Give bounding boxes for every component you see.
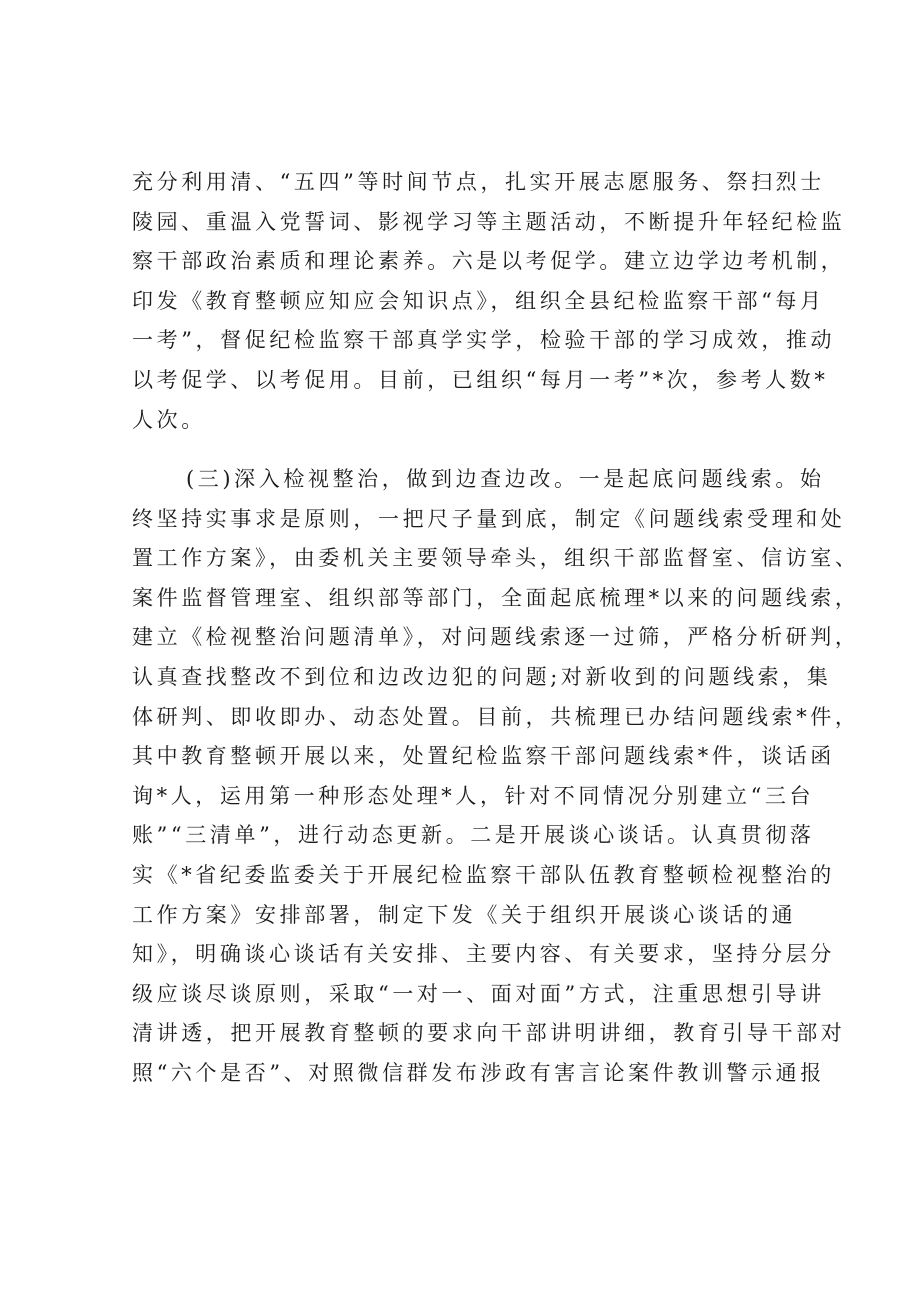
text-line: 级应谈尽谈原则，采取“一对一、面对面”方式，注重思想引导讲 [132, 981, 825, 1006]
text-line: 察干部政治素质和理论素养。六是以考促学。建立边学边考机制， [132, 249, 846, 274]
text-line: 询*人，运用第一种形态处理*人，针对不同情况分别建立“三台 [132, 783, 815, 808]
text-line: 账”“三清单”，进行动态更新。二是开展谈心谈话。认真贯彻落 [132, 823, 815, 848]
paragraph-continuation [132, 163, 846, 440]
text-line: 知》，明确谈心谈话有关安排、主要内容、有关要求，坚持分层分 [132, 942, 835, 967]
text-line: 案件监督管理室、组织部等部门，全面起底梳理*以来的问题线索， [132, 585, 860, 610]
text-line: 人次。 [132, 407, 206, 432]
text-line: 置工作方案》，由委机关主要领导牵头，组织干部监督室、信访室、 [132, 546, 860, 571]
text-line: 建立《检视整治问题清单》，对问题线索逐一过筛，严格分析研判， [132, 625, 860, 650]
text-line: 其中教育整顿开展以来，处置纪检监察干部问题线索*件，谈话函 [132, 744, 835, 769]
text-line: 终坚持实事求是原则，一把尺子量到底，制定《问题线索受理和处 [132, 506, 846, 531]
text-line: 工作方案》安排部署，制定下发《关于组织开展谈心谈话的通 [132, 902, 797, 927]
text-line-first: (三)深入检视整治，做到边查边改。一是起底问题线索。始 [186, 467, 825, 491]
text-line: 清讲透，把开展教育整顿的要求向干部讲明讲细，教育引导干部对 [132, 1021, 846, 1046]
text-line: 以考促学、以考促用。目前，已组织“每月一考”*次，参考人数* [132, 367, 829, 392]
text-line: 充分利用清、“五四”等时间节点，扎实开展志愿服务、祭扫烈士 [132, 170, 825, 194]
text-line: 印发《教育整顿应知应会知识点》，组织全县纪检监察干部“每月 [132, 288, 825, 313]
text-line: 实《*省纪委监委关于开展纪检监察干部队伍教育整顿检视整治的 [132, 862, 835, 887]
text-line: 体研判、即收即办、动态处置。目前，共梳理已办结问题线索*件， [132, 704, 860, 729]
text-line: 认真查找整改不到位和边改边犯的问题;对新收到的问题线索，集 [132, 664, 832, 689]
text-line: 陵园、重温入党誓词、影视学习等主题活动，不断提升年轻纪检监 [132, 209, 846, 234]
paragraph-section-three [132, 460, 860, 1094]
text-line: 一考”，督促纪检监察干部真学实学，检验干部的学习成效，推动 [132, 328, 836, 353]
text-line: 照“六个是否”、对照微信群发布涉政有害言论案件教训警示通报 [132, 1060, 825, 1085]
